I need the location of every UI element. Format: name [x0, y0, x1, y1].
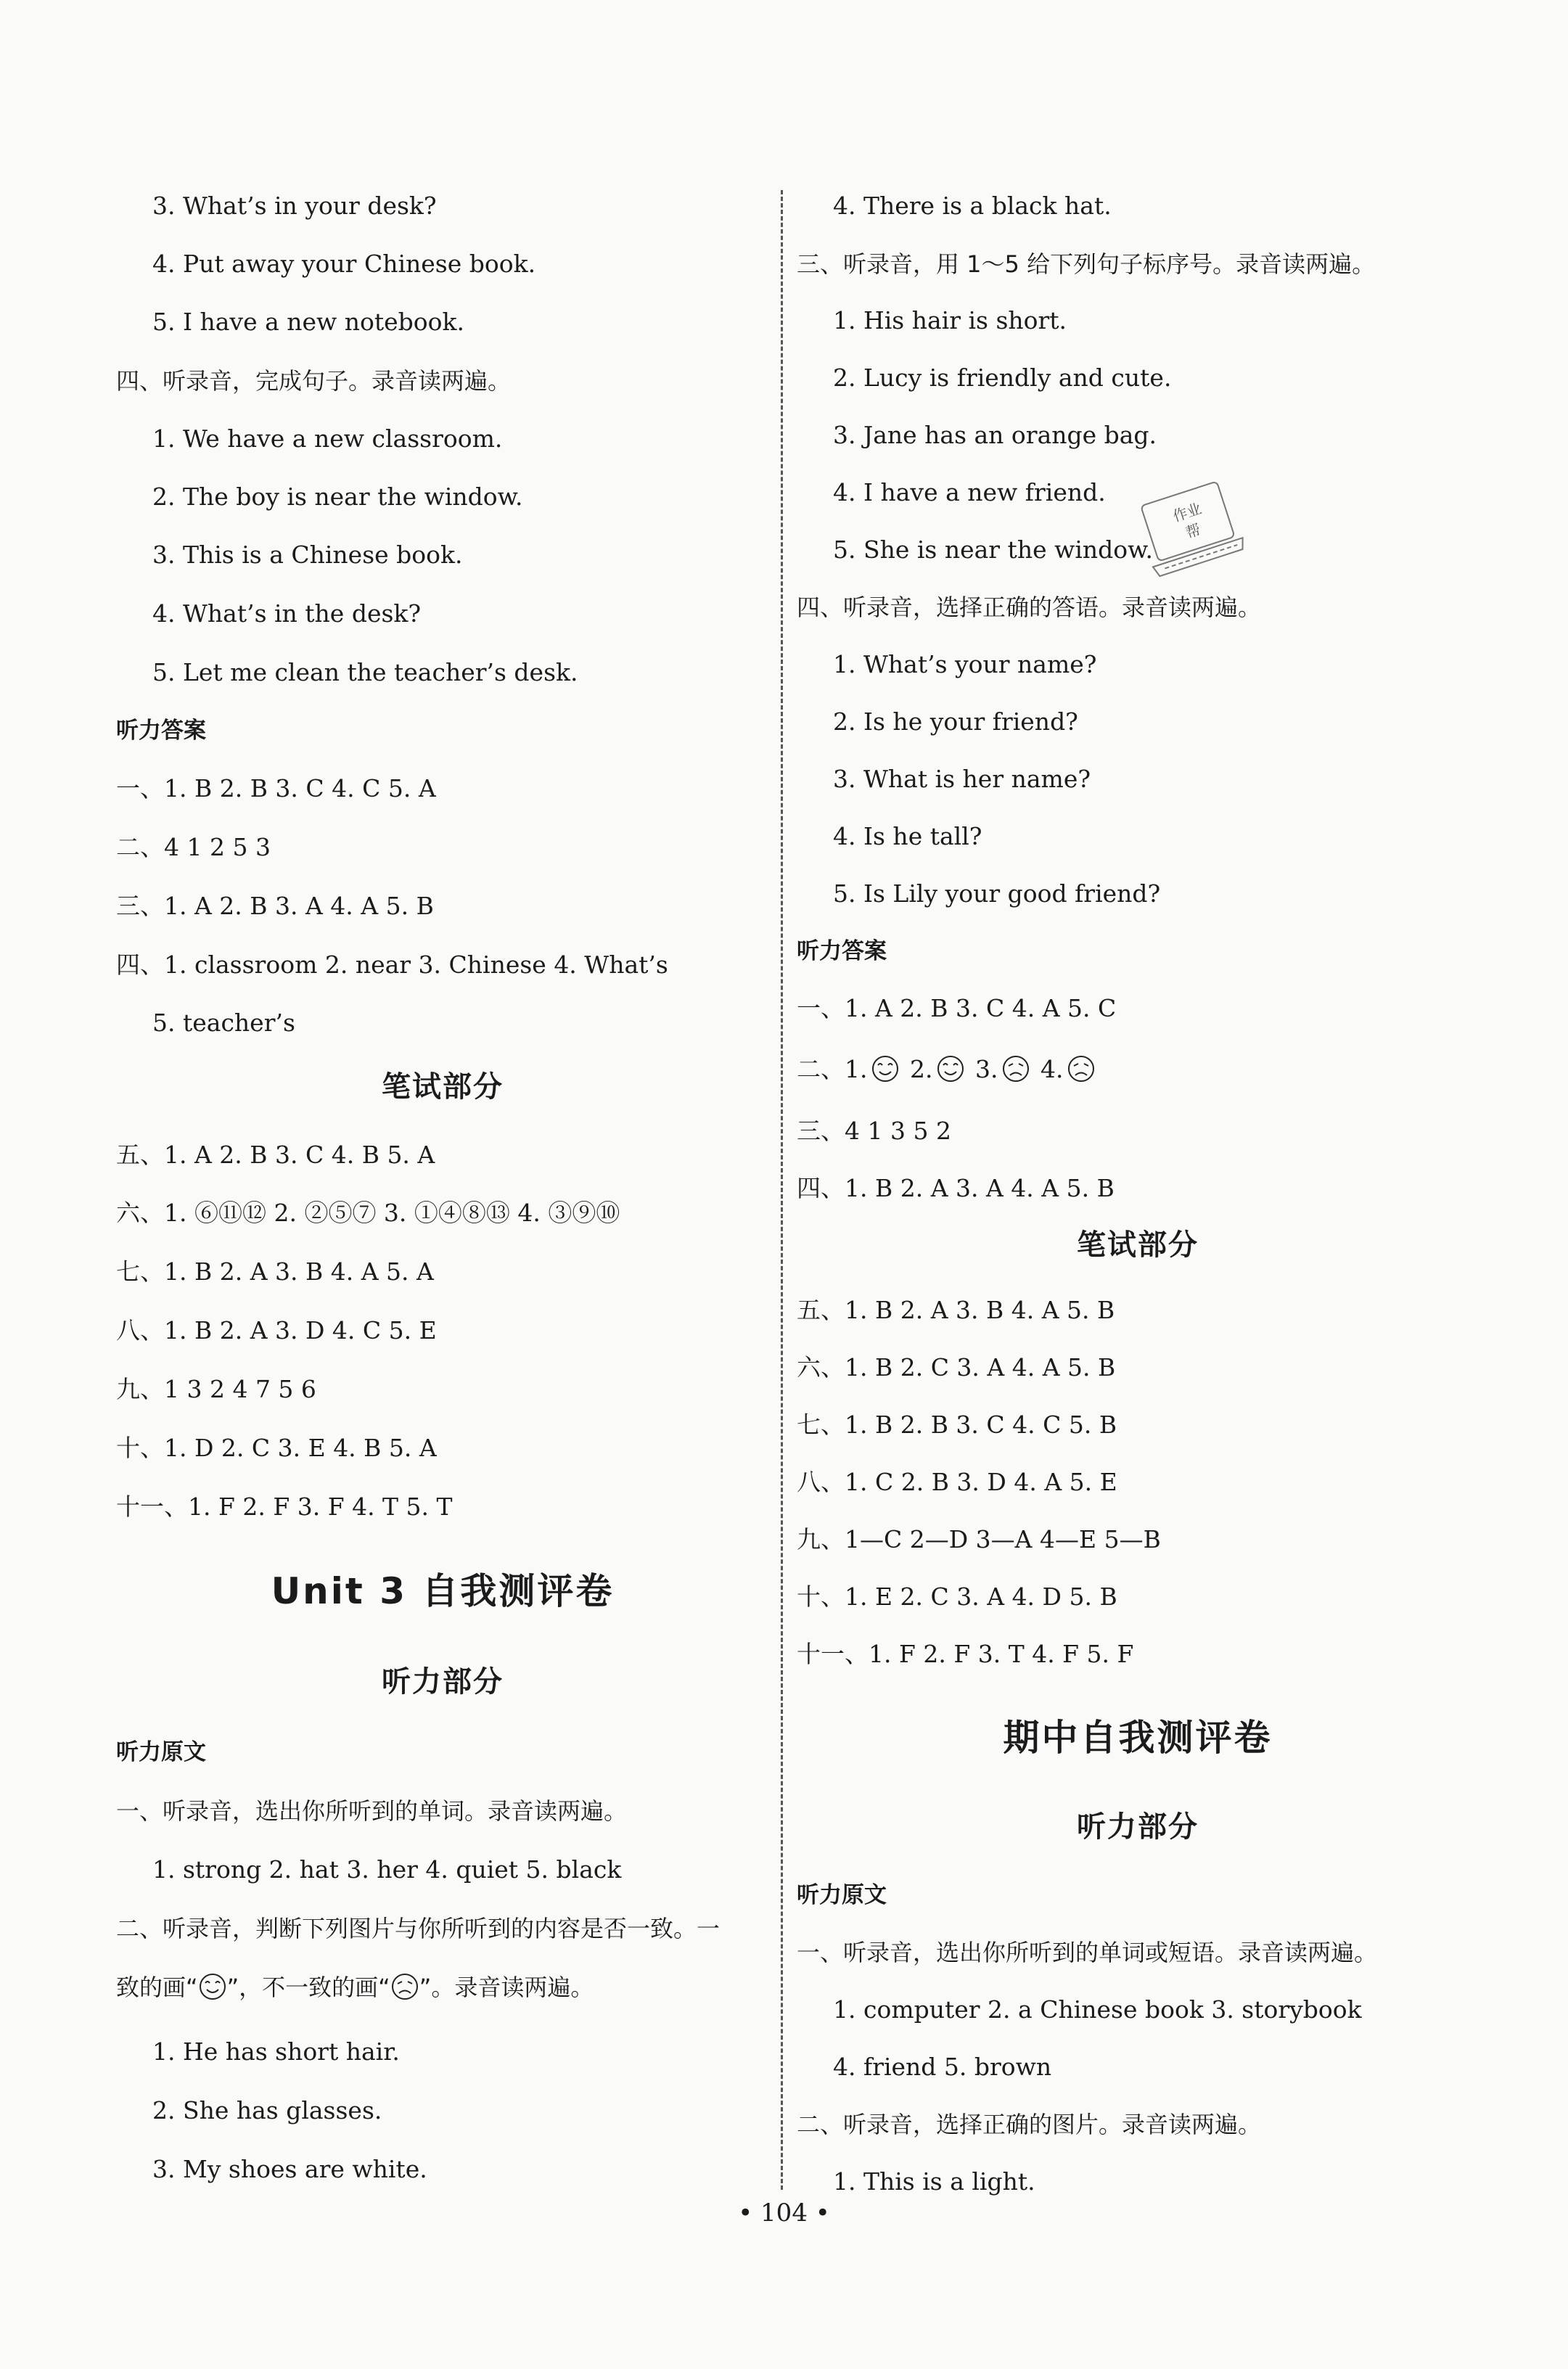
section-label: 听力答案: [797, 938, 887, 964]
column-divider: [781, 190, 783, 2190]
answer-line: 八、1. C 2. B 3. D 4. A 5. E: [797, 1468, 1117, 1496]
answer-line: 二、4 1 2 5 3: [116, 833, 271, 861]
question-heading: 三、听录音，用 1～5 给下列句子标序号。录音读两遍。: [797, 250, 1376, 278]
text-line: 1. computer 2. a Chinese book 3. storybook: [833, 1995, 1362, 2024]
frown-face-icon: [1001, 1054, 1030, 1083]
exam-title: 期中自我测评卷: [1003, 1717, 1273, 1759]
text-line: 1. strong 2. hat 3. her 4. quiet 5. black: [152, 1855, 622, 1884]
text-line: 3. Jane has an orange bag.: [833, 421, 1157, 449]
answer-line: 十、1. E 2. C 3. A 4. D 5. B: [797, 1582, 1117, 1611]
question-heading: 四、听录音，选择正确的答语。录音读两遍。: [797, 594, 1262, 621]
section-label: 听力原文: [797, 1882, 887, 1908]
text-line: 3. This is a Chinese book.: [152, 541, 463, 569]
answer-line: 九、1—C 2—D 3—A 4—E 5—B: [797, 1525, 1161, 1553]
answer-line-faces: [797, 1054, 1099, 1085]
answer-line: 九、1 3 2 4 7 5 6: [116, 1375, 316, 1403]
answer-line: 八、1. B 2. A 3. D 4. C 5. E: [116, 1316, 437, 1344]
text-line: 4. Is he tall?: [833, 822, 982, 850]
text-fragment: 2.: [910, 1055, 933, 1083]
text-line: 5. Let me clean the teacher’s desk.: [152, 658, 578, 686]
question-heading: 二、听录音，选择正确的图片。录音读两遍。: [797, 2111, 1262, 2138]
text-fragment: 4.: [1040, 1055, 1064, 1083]
text-line: 4. friend 5. brown: [833, 2053, 1052, 2081]
section-label: 听力原文: [116, 1739, 206, 1765]
text-line: 5. Is Lily your good friend?: [833, 879, 1161, 908]
section-heading: 笔试部分: [1077, 1228, 1199, 1262]
answer-line: 六、1. ⑥⑪⑫ 2. ②⑤⑦ 3. ①④⑧⑬ 4. ③⑨⑩: [116, 1199, 620, 1227]
text-line: 1. He has short hair.: [152, 2037, 400, 2066]
question-heading: 一、听录音，选出你所听到的单词或短语。录音读两遍。: [797, 1939, 1378, 1966]
text-line: 1. What’s your name?: [833, 650, 1097, 678]
answer-line: 三、4 1 3 5 2: [797, 1117, 951, 1145]
section-label: 听力答案: [116, 718, 206, 744]
question-heading-continued: [116, 1971, 594, 2003]
text-line: 3. What’s in your desk?: [152, 192, 437, 220]
text-line: 3. What is her name?: [833, 765, 1091, 793]
answer-line: 十、1. D 2. C 3. E 4. B 5. A: [116, 1434, 437, 1462]
text-fragment: 3.: [975, 1055, 998, 1083]
section-heading: 听力部分: [382, 1665, 504, 1699]
page-number: • 104 •: [738, 2198, 830, 2228]
text-line: 4. There is a black hat.: [833, 192, 1112, 220]
answer-line: 三、1. A 2. B 3. A 4. A 5. B: [116, 892, 434, 920]
text-fragment: 致的画“: [116, 1974, 198, 2001]
stamp-text: 帮: [1183, 520, 1203, 542]
answer-line: 六、1. B 2. C 3. A 4. A 5. B: [797, 1353, 1116, 1381]
section-heading: 笔试部分: [382, 1070, 504, 1104]
watermark-stamp: [1128, 477, 1252, 579]
text-line: 4. What’s in the desk?: [152, 599, 422, 628]
text-line: 1. This is a light.: [833, 2167, 1035, 2196]
frown-face-icon: [390, 1972, 419, 2001]
text-line: 1. His hair is short.: [833, 306, 1067, 334]
text-line: 2. Lucy is friendly and cute.: [833, 364, 1172, 392]
answer-line: 七、1. B 2. A 3. B 4. A 5. A: [116, 1257, 434, 1286]
unit-title: Unit 3 自我测评卷: [271, 1570, 615, 1612]
section-heading: 听力部分: [1077, 1810, 1199, 1844]
frown-face-icon: [1067, 1054, 1096, 1083]
text-line: 2. Is he your friend?: [833, 707, 1078, 736]
text-line: 5. She is near the window.: [833, 535, 1153, 564]
answer-line: 十一、1. F 2. F 3. T 4. F 5. F: [797, 1640, 1134, 1668]
text-fragment: ”，不一致的画“: [226, 1974, 390, 2001]
answer-line: 十一、1. F 2. F 3. F 4. T 5. T: [116, 1493, 453, 1521]
question-heading: 一、听录音，选出你所听到的单词。录音读两遍。: [116, 1797, 628, 1825]
question-heading: 二、听录音，判断下列图片与你所听到的内容是否一致。一: [116, 1915, 721, 1942]
answer-line: 五、1. A 2. B 3. C 4. B 5. A: [116, 1141, 435, 1169]
smile-face-icon: [936, 1054, 965, 1083]
answer-line: 一、1. B 2. B 3. C 4. C 5. A: [116, 774, 436, 802]
text-fragment: ”。录音读两遍。: [419, 1974, 594, 2001]
text-line: 5. I have a new notebook.: [152, 308, 465, 336]
answer-line: 五、1. B 2. A 3. B 4. A 5. B: [797, 1296, 1115, 1324]
text-line: 3. My shoes are white.: [152, 2155, 427, 2183]
answer-line: 四、1. B 2. A 3. A 4. A 5. B: [797, 1174, 1115, 1202]
answer-line: 一、1. A 2. B 3. C 4. A 5. C: [797, 994, 1117, 1022]
answer-line: 5. teacher’s: [152, 1009, 295, 1037]
text-line: 2. The boy is near the window.: [152, 483, 523, 511]
stamp-text: 作业: [1170, 499, 1204, 525]
text-line: 1. We have a new classroom.: [152, 424, 503, 453]
smile-face-icon: [871, 1054, 900, 1083]
answer-line: 四、1. classroom 2. near 3. Chinese 4. What’s: [116, 951, 668, 979]
smile-face-icon: [198, 1972, 227, 2001]
text-line: 4. Put away your Chinese book.: [152, 250, 536, 278]
text-fragment: 二、1.: [797, 1055, 868, 1083]
answer-line: 七、1. B 2. B 3. C 4. C 5. B: [797, 1411, 1117, 1439]
question-heading: 四、听录音，完成句子。录音读两遍。: [116, 367, 512, 395]
text-line: 2. She has glasses.: [152, 2096, 382, 2124]
text-line: 4. I have a new friend.: [833, 478, 1106, 506]
